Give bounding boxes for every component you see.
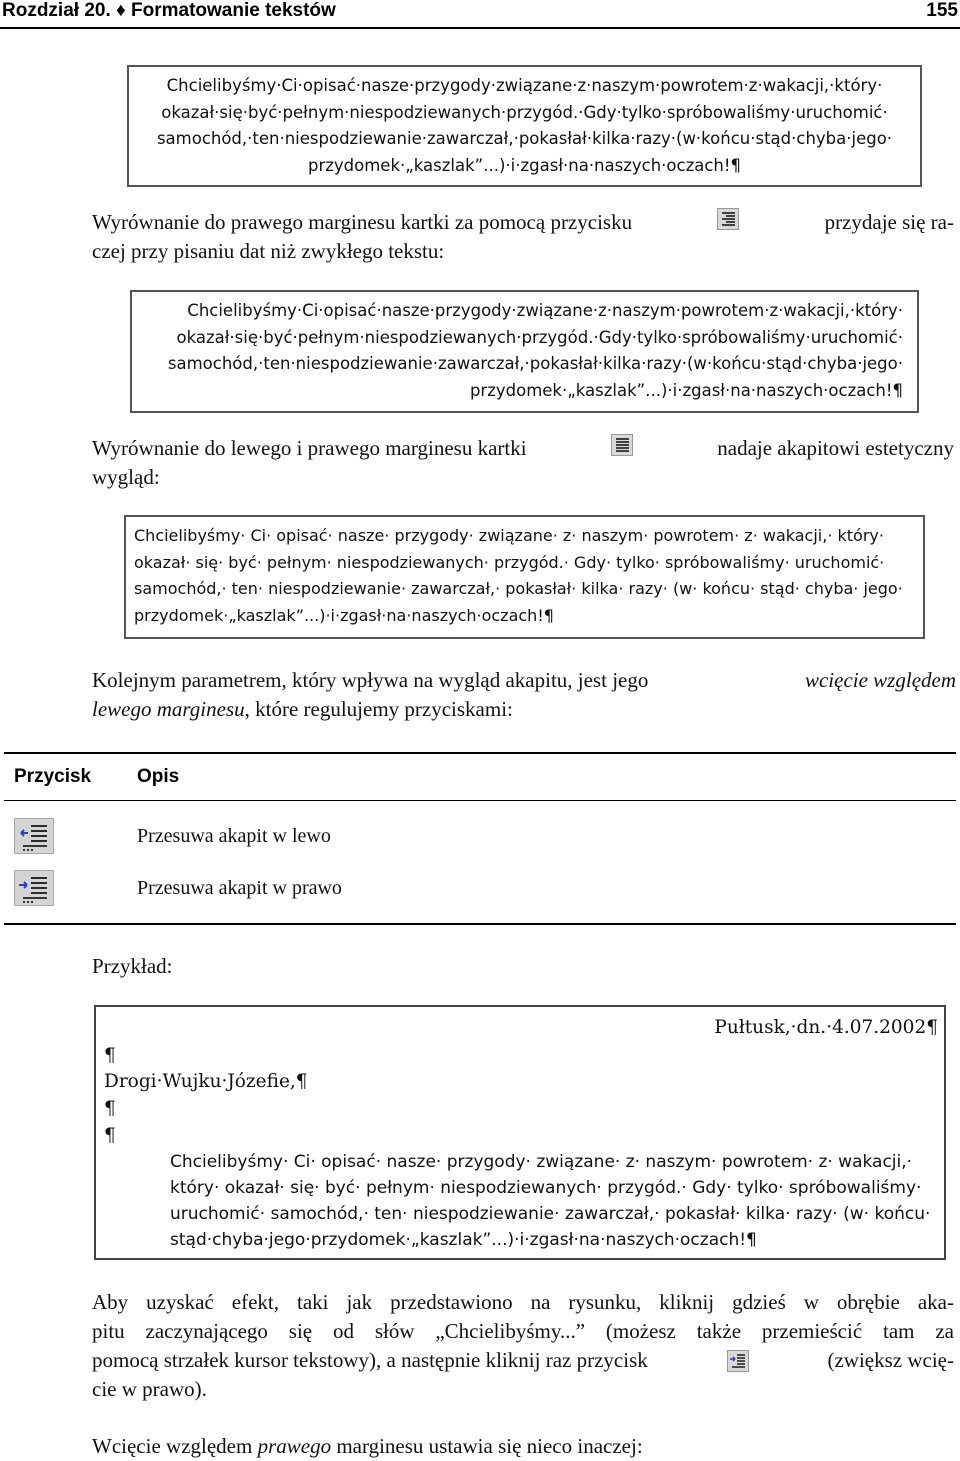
box-line: przydomek·„kaszlak”...)·i·zgasł·na·naszych·oczach!¶ <box>134 605 554 625</box>
text: czej przy pisaniu dat niż zwykłego tekstu: <box>92 239 445 263</box>
text: pitu zaczynającego się od słów „Chcielibyśmy...” (możesz także przemieścić tam za <box>92 1319 954 1343</box>
justify-icon <box>611 434 633 456</box>
text: (zwiększ wcię- <box>827 1348 954 1372</box>
example-box-justified <box>124 515 925 639</box>
letter-date: Pułtusk,·dn.·4.07.2002¶ <box>714 1017 938 1038</box>
box-line: Chcielibyśmy·Ci·opisać·nasze·przygody·związane·z·naszym·powrotem·z·wakacji,·który· <box>187 301 903 320</box>
increase-indent-icon <box>727 1350 749 1372</box>
example-label: Przykład: <box>92 954 173 978</box>
text: Wcięcie względem <box>92 1434 253 1458</box>
text: cie w prawo). <box>92 1377 207 1401</box>
table-header-button: Przycisk <box>14 766 92 787</box>
letter-greeting: Drogi·Wujku·Józefie,¶ <box>104 1071 308 1092</box>
box-line: okazał· się· być· pełnym· niespodziewanych· przygód.· Gdy· tylko· spróbowaliśmy· uruchomić· <box>134 552 885 572</box>
text: przydaje się ra- <box>824 210 954 234</box>
italic-text: lewego marginesu <box>92 697 245 721</box>
table-header-rule <box>4 800 956 801</box>
letter-line: stąd·chyba·jego·przydomek·„kaszlak”...)·i·zgasł·na·naszych·oczach!¶ <box>170 1230 757 1250</box>
letter-line: uruchomić· samochód,· ten· niespodziewanie· zawarczał,· pokasłał· kilka· razy· (w· końcu· <box>170 1204 931 1224</box>
box-line: okazał·się·być·pełnym·niespodziewanych·przygód.·Gdy·tylko·spróbowaliśmy·uruchomić· <box>176 327 903 347</box>
text: wygląd: <box>92 465 160 489</box>
table-top-rule <box>4 752 956 754</box>
italic-text: prawego <box>257 1434 332 1458</box>
text: nadaje akapitowi estetyczny <box>717 436 954 460</box>
example-box-right-aligned <box>130 290 919 413</box>
table-bottom-rule <box>4 923 956 925</box>
text: Wyrównanie do prawego marginesu kartki za pomocą przycisku <box>92 210 633 234</box>
box-line: Chcielibyśmy·Ci·opisać·nasze·przygody·związane·z·naszym·powrotem·z·wakacji,·który· <box>166 76 883 95</box>
text: Aby uzyskać efekt, taki jak przedstawiono na rysunku, kliknij gdzieś w obrębie aka- <box>92 1290 954 1314</box>
paragraph-instructions <box>92 1288 954 1404</box>
example-box-letter <box>94 1005 946 1260</box>
pilcrow: ¶ <box>104 1125 116 1146</box>
decrease-indent-icon <box>14 818 54 854</box>
paragraph-right-align <box>92 208 954 266</box>
header-rule <box>0 27 960 29</box>
page-number: 155 <box>926 0 958 21</box>
paragraph-justify <box>92 434 954 492</box>
running-header <box>0 0 960 28</box>
text: marginesu ustawia się nieco inaczej: <box>336 1434 643 1458</box>
text: Wyrównanie do lewego i prawego marginesu kartki <box>92 436 527 460</box>
example-box-centered <box>127 65 922 187</box>
table-row-description: Przesuwa akapit w prawo <box>137 877 342 899</box>
text: , które regulujemy przyciskami: <box>244 697 513 721</box>
box-line: przydomek·„kaszlak”...)·i·zgasł·na·naszych·oczach!¶ <box>307 155 742 175</box>
box-line: przydomek·„kaszlak”...)·i·zgasł·na·naszych·oczach!¶ <box>469 380 903 400</box>
box-line: Chcielibyśmy· Ci· opisać· nasze· przygody· związane· z· naszym· powrotem· z· wakacji,· który· <box>134 526 884 545</box>
increase-indent-icon <box>14 870 54 906</box>
align-right-icon <box>717 208 739 230</box>
chapter-title: Rozdział 20. ♦ Formatowanie tekstów <box>2 0 336 21</box>
box-line: samochód,· ten· niespodziewanie· zawarczał,· pokasłał· kilka· razy· (w· końcu· stąd· chyba· jego· <box>134 579 903 598</box>
text: pomocą strzałek kursor tekstowy), a następnie kliknij raz przycisk <box>92 1348 648 1372</box>
letter-line: Chcielibyśmy· Ci· opisać· nasze· przygody· związane· z· naszym· powrotem· z· wakacji,· <box>170 1152 913 1172</box>
box-line: samochód,·ten·niespodziewanie·zawarczał,·pokasłał·kilka·razy·(w·końcu·stąd·chyba·jego· <box>156 129 893 148</box>
paragraph-right-indent <box>92 1432 643 1461</box>
pilcrow: ¶ <box>104 1098 116 1119</box>
pilcrow: ¶ <box>104 1045 116 1066</box>
box-line: samochód,·ten·niespodziewanie·zawarczał,·pokasłał·kilka·razy·(w·końcu·stąd·chyba·jego· <box>167 354 903 373</box>
box-line: okazał·się·być·pełnym·niespodziewanych·przygód.·Gdy·tylko·spróbowaliśmy·uruchomić· <box>161 102 888 122</box>
table-row-description: Przesuwa akapit w lewo <box>137 825 331 847</box>
table-header-description: Opis <box>137 766 180 787</box>
text: Kolejnym parametrem, który wpływa na wygląd akapitu, jest jego <box>92 668 649 692</box>
italic-text: wcięcie względem <box>804 668 956 692</box>
letter-line: który· okazał· się· być· pełnym· niespodziewanych· przygód.· Gdy· tylko· spróbowaliśmy· <box>170 1178 922 1198</box>
paragraph-indent-intro <box>92 666 956 724</box>
